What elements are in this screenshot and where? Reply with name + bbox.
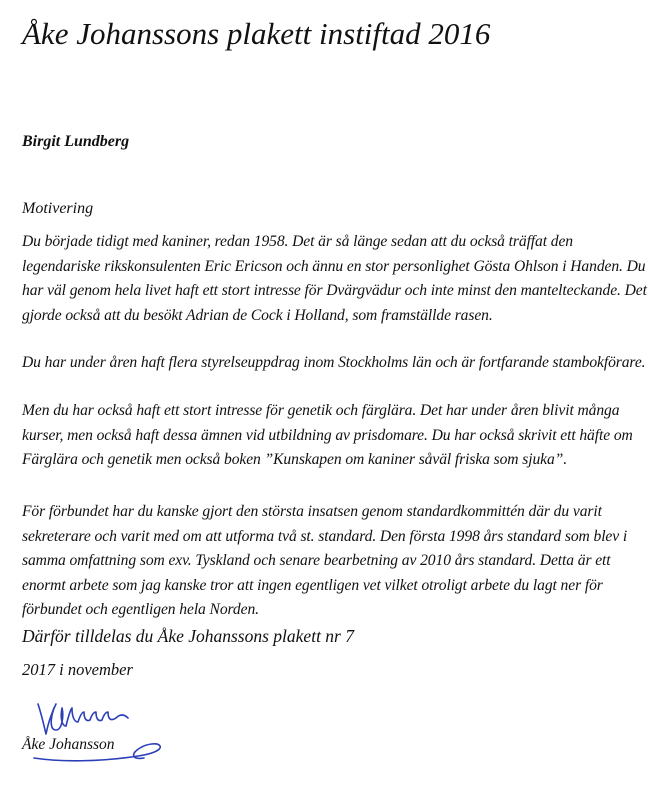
document-title: Åke Johanssons plakett instiftad 2016 [22, 16, 491, 51]
section-heading: Motivering [22, 200, 94, 217]
handwritten-signature [20, 696, 180, 766]
paragraph: Men du har också haft ett stort intresse för genetik och färglära. Det har under åren blivit många kurser, men också haft dessa ämnen vid utbildning av prisdomare. Du har också skrivit ett häfte om Färglära och genetik men också boken ”Kunskapen om kaniner såväl friska som sjuka”. [22, 402, 633, 468]
date-line: 2017 i november [22, 660, 133, 679]
paragraph: Du har under åren haft flera styrelseuppdrag inom Stockholms län och är fortfarande stambokförare. [22, 354, 646, 371]
paragraph: Du började tidigt med kaniner, redan 1958. Det är så länge sedan att du också träffat den legendariske rikskonsulenten Eric Ericson och ännu en stor personlighet Gösta Ohlson i Handen. Du har väl genom hela livet haft ett stort intresse för Dvärgvädur och inte minst den mantelteckande. Det gjorde också att du besökt Adrian de Cock i Holland, som framställde rasen. [22, 233, 647, 324]
award-statement: Därför tilldelas du Åke Johanssons plakett nr 7 [22, 626, 354, 646]
recipient-name: Birgit Lundberg [22, 133, 130, 150]
signer-name: Åke Johansson [22, 736, 115, 753]
paragraph: För förbundet har du kanske gjort den största insatsen genom standardkommittén där du varit sekreterare och varit med om att utforma två st. standard. Den första 1998 års standard som blev i samma omfattning som exv. Tyskland och senare bearbetning av 2010 års standard. Detta är ett enormt arbete som jag kanske tror att ingen egentligen vet vilket otroligt arbete du lagt ner för förbundet och egentligen hela Norden. [22, 503, 628, 618]
